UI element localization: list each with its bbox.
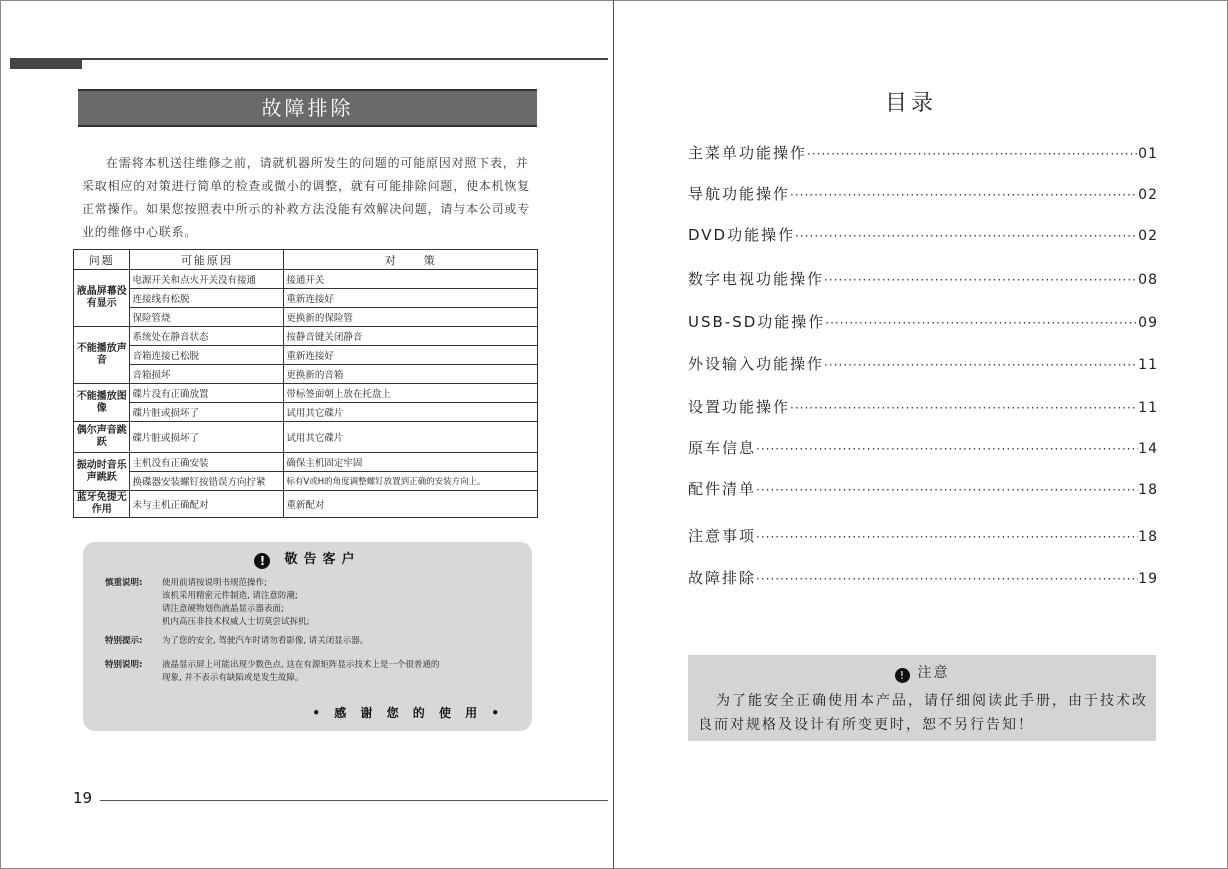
warning-line: 请注意硬物划伤液晶显示器表面;: [162, 604, 284, 614]
fix-cell: 按静音键关闭静音: [284, 327, 538, 346]
table-header: 问题: [74, 250, 130, 270]
table-row: [74, 289, 538, 308]
warning-title: 敬告客户: [284, 552, 361, 567]
notice-title: 注意: [917, 665, 950, 681]
problem-cell: 振动时音乐声跳跃: [74, 453, 130, 491]
toc-leader: [756, 530, 1138, 544]
fix-cell: 带标签面朝上放在托盘上: [284, 384, 538, 403]
toc-leader: [825, 316, 1138, 330]
toc-entry[interactable]: [688, 478, 1158, 500]
table-row: [74, 346, 538, 365]
toc-entry[interactable]: [688, 311, 1158, 333]
toc-entry[interactable]: [688, 437, 1158, 459]
table-header: 对 策: [284, 250, 538, 270]
warning-text: [162, 577, 512, 629]
notice-text: [698, 689, 1150, 737]
toc-label: 导航功能操作: [688, 185, 791, 203]
table-row: [74, 308, 538, 327]
page-title: 故障排除: [78, 89, 537, 127]
warning-line: 现象, 并不表示有缺陷或是发生故障。: [162, 673, 304, 683]
exclamation-icon: !: [254, 553, 270, 569]
fix-cell: 更换新的保险管: [284, 308, 538, 327]
warning-line: 液晶显示屏上可能出现少数色点, 这在有源矩阵显示技术上是一个很普通的: [162, 660, 440, 670]
cause-cell: 连接线有松脱: [130, 289, 284, 308]
table-row: [74, 384, 538, 403]
fix-cell: 标有V或H的角度调整螺钉放置到正确的安装方向上。: [284, 472, 538, 491]
toc-label: 数字电视功能操作: [688, 270, 825, 288]
fix-cell: 重新连接好: [284, 289, 538, 308]
problem-cell: 偶尔声音跳跃: [74, 422, 130, 453]
toc-leader: [824, 273, 1138, 287]
warning-label: 慎重说明:: [105, 578, 143, 588]
toc-label: 故障排除: [688, 569, 757, 587]
cause-cell: 保险管烧: [130, 308, 284, 327]
problem-cell: 液晶屏幕没有显示: [74, 270, 130, 327]
table-row: [74, 491, 538, 518]
exclamation-icon: !: [895, 668, 910, 683]
cause-cell: 换碟器安装螺钉按错误方向拧紧: [130, 472, 284, 491]
toc-label: 设置功能操作: [688, 398, 791, 416]
page-number: 19: [73, 789, 93, 807]
toc-leader: [756, 483, 1138, 497]
toc-leader: [756, 572, 1138, 586]
customer-warning-box: [83, 542, 532, 731]
cause-cell: 音箱连接已松脱: [130, 346, 284, 365]
troubleshooting-table: [73, 249, 538, 518]
toc-page: 11: [1138, 400, 1158, 416]
warning-line: 使用前请按说明书规范操作;: [162, 578, 267, 588]
notice-heading: [688, 662, 1156, 683]
intro-text: 在需将本机送往维修之前，请就机器所发生的问题的可能原因对照下表，并采取相应的对策进行简单的检查或微小的调整，就有可能排除问题，使本机恢复正常操作。如果您按照表中所示的补救方法没能有效解决问题，请与本公司或专业的维修中心联系。: [82, 156, 531, 239]
notice-box: [688, 655, 1156, 741]
toc-label: DVD功能操作: [688, 226, 796, 244]
toc-title: 目录: [885, 91, 938, 116]
table-header-row: [74, 250, 538, 270]
header-tab: [10, 60, 82, 69]
footer-rule: [100, 800, 608, 801]
header-rule: [10, 58, 608, 60]
table-row: [74, 327, 538, 346]
toc-page: 11: [1138, 357, 1158, 373]
table-row: [74, 422, 538, 453]
cause-cell: 系统处在静音状态: [130, 327, 284, 346]
fix-cell: 确保主机固定牢固: [284, 453, 538, 472]
toc-leader: [807, 147, 1138, 161]
toc-label: 外设输入功能操作: [688, 355, 825, 373]
toc-page: 09: [1138, 315, 1158, 331]
fix-cell: 重新连接好: [284, 346, 538, 365]
toc-page: 08: [1138, 272, 1158, 288]
cause-cell: 音箱损坏: [130, 365, 284, 384]
toc-label: 注意事项: [688, 527, 757, 545]
toc-entry[interactable]: [688, 224, 1158, 246]
cause-cell: 电源开关和点火开关没有接通: [130, 270, 284, 289]
cause-cell: 主机没有正确安装: [130, 453, 284, 472]
toc-page: 19: [1138, 571, 1158, 587]
toc-page: 14: [1138, 441, 1158, 457]
toc-label: 配件清单: [688, 480, 757, 498]
warning-label: 特别提示:: [105, 636, 143, 646]
cause-cell: 碟片没有正确放置: [130, 384, 284, 403]
toc-page: 02: [1138, 228, 1158, 244]
warning-text: [162, 635, 512, 648]
warning-line: 机内高压非技术权威人士切莫尝试拆机;: [162, 617, 310, 627]
toc-page: 18: [1138, 482, 1158, 498]
toc-label: 主菜单功能操作: [688, 144, 808, 162]
cause-cell: 碟片脏或损坏了: [130, 403, 284, 422]
toc-leader: [795, 229, 1138, 243]
fix-cell: 更换新的音箱: [284, 365, 538, 384]
thanks-text: • 感 谢 您 的 使 用 •: [312, 706, 504, 720]
page-spine: [613, 0, 614, 869]
fix-cell: 试用其它碟片: [284, 403, 538, 422]
fix-cell: 试用其它碟片: [284, 422, 538, 453]
warning-line: 为了您的安全, 驾驶汽车时请勿看影像, 请关闭显示器。: [162, 636, 369, 646]
toc-entry[interactable]: [688, 396, 1158, 418]
toc-entry[interactable]: [688, 142, 1158, 164]
table-row: [74, 403, 538, 422]
table-row: [74, 472, 538, 491]
toc-label: 原车信息: [688, 439, 757, 457]
toc-page: 01: [1138, 146, 1158, 162]
problem-cell: 不能播放声音: [74, 327, 130, 384]
toc-leader: [824, 358, 1138, 372]
toc-leader: [756, 442, 1138, 456]
table-row: [74, 270, 538, 289]
toc-leader: [790, 188, 1138, 202]
problem-cell: 蓝牙免提无作用: [74, 491, 130, 518]
warning-label: 特别说明:: [105, 660, 143, 670]
toc-leader: [790, 401, 1138, 415]
toc-page: 18: [1138, 529, 1158, 545]
intro-paragraph: [82, 152, 536, 244]
warning-heading: [83, 548, 532, 569]
toc-entry[interactable]: [688, 268, 1158, 290]
notice-body: 为了能安全正确使用本产品，请仔细阅读此手册，由于技术改良而对规格及设计有所变更时，恕不另行告知！: [698, 693, 1148, 733]
table-row: [74, 453, 538, 472]
cause-cell: 碟片脏或损坏了: [130, 422, 284, 453]
fix-cell: 接通开关: [284, 270, 538, 289]
warning-line: 该机采用精密元件制造, 请注意防潮;: [162, 591, 298, 601]
table-row: [74, 365, 538, 384]
toc-page: 02: [1138, 187, 1158, 203]
problem-cell: 不能播放图像: [74, 384, 130, 422]
toc-entry[interactable]: [688, 525, 1158, 547]
toc-entry[interactable]: [688, 183, 1158, 205]
table-header: 可能原因: [130, 250, 284, 270]
toc-label: USB-SD功能操作: [688, 313, 826, 331]
toc-entry[interactable]: [688, 353, 1158, 375]
warning-text: [162, 659, 512, 685]
cause-cell: 未与主机正确配对: [130, 491, 284, 518]
toc-entry[interactable]: [688, 567, 1158, 589]
fix-cell: 重新配对: [284, 491, 538, 518]
